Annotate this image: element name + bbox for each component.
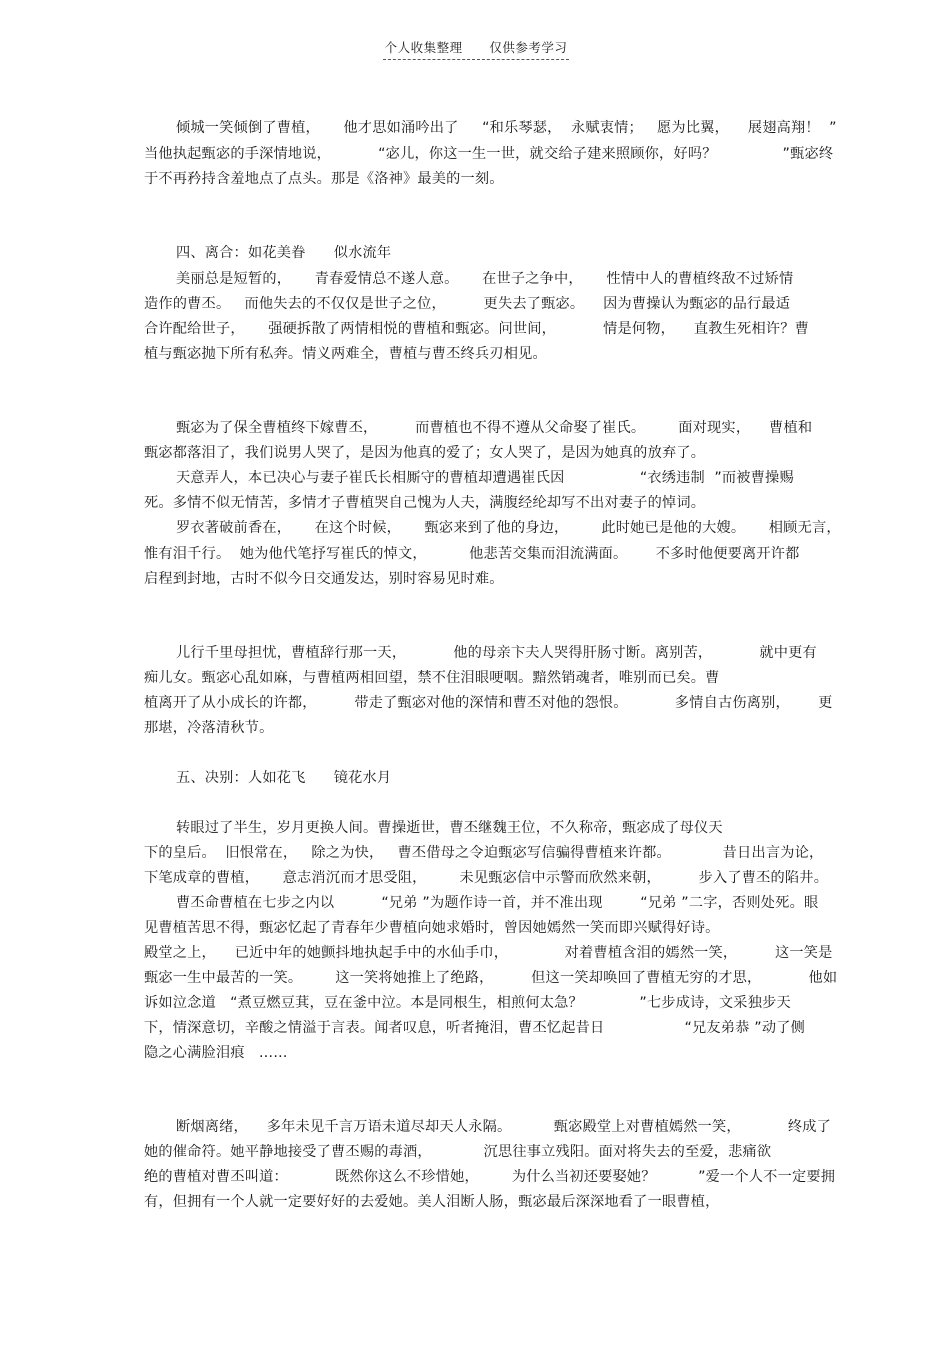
section-heading: 五、决别：人如花飞 镜花水月 bbox=[176, 770, 392, 786]
text-line: 儿行千里母担忧，曹植辞行那一天， 他的母亲卞夫人哭得肝肠寸断。离别苦， 就中更有 bbox=[176, 645, 817, 661]
text-line: 断烟离绪， 多年未见千言万语未道尽却天人永隔。 甄宓殿堂上对曹植嫣然一笑， 终成了 bbox=[176, 1119, 832, 1135]
text-line: 甄宓为了保全曹植终下嫁曹丕， 而曹植也不得不遵从父命娶了崔氏。 面对现实， 曹植和 bbox=[176, 420, 813, 436]
text-line: 当他执起甄宓的手深情地说， “宓儿，你这一生一世，就交给子建来照顾你，好吗？ ”甄宓终 bbox=[144, 146, 834, 162]
text-line: 倾城一笑倾倒了曹植， 他才思如涌吟出了 “和乐琴瑟， 永赋衷情； 愿为比翼， 展翅高翔！ ” bbox=[176, 120, 837, 136]
text-line: 绝的曹植对曹丕叫道： 既然你这么不珍惜她， 为什么当初还要娶她？ ”爱一个人不一定要拥 bbox=[144, 1169, 836, 1185]
text-line: 甄宓都落泪了，我们说男人哭了，是因为他真的爱了；女人哭了，是因为她真的放弃了。 bbox=[144, 445, 706, 461]
text-line: 甄宓一生中最苦的一笑。 这一笑将她推上了绝路， 但这一笑却唤回了曹植无穷的才思， 他如 bbox=[144, 970, 838, 986]
text-line: 美丽总是短暂的， 青春爱情总不遂人意。 在世子之争中， 性情中人的曹植终敌不过矫情 bbox=[176, 271, 794, 287]
text-line: 见曹植苦思不得，甄宓忆起了青春年少曹植向她求婚时，曾因她嫣然一笑而即兴赋得好诗。 bbox=[144, 920, 720, 936]
text-line: 她的催命符。她平静地接受了曹丕赐的毒酒， 沉思往事立残阳。面对将失去的至爱，悲痛欲 bbox=[144, 1144, 772, 1160]
text-line: 隐之心满脸泪痕 …… bbox=[144, 1045, 288, 1061]
section-heading: 四、离合：如花美眷 似水流年 bbox=[176, 245, 392, 261]
text-line: 殿堂之上， 已近中年的她颤抖地执起手中的水仙手巾， 对着曹植含泪的嫣然一笑， 这一笑是 bbox=[144, 945, 833, 961]
text-line: 合许配给世子， 强硬拆散了两情相悦的曹植和甄宓。问世间， 情是何物， 直教生死相许？曹 bbox=[144, 321, 809, 337]
text-line: 转眼过了半生，岁月更换人间。曹操逝世，曹丕继魏王位，不久称帝，甄宓成了母仪天 bbox=[176, 820, 723, 836]
text-line: 惟有泪千行。 她为他代笔抒写崔氏的悼文， 他悲苦交集而泪流满面。 不多时他便要离开许都 bbox=[144, 546, 800, 562]
text-line: 下，情深意切，辛酸之情溢于言表。闻者叹息，听者掩泪，曹丕忆起昔日 “兄友弟恭 ”动了侧 bbox=[144, 1020, 805, 1036]
text-line: 植与甄宓抛下所有私奔。情义两难全，曹植与曹丕终兵刃相见。 bbox=[144, 346, 547, 362]
text-line: 有，但拥有一个人就一定要好好的去爱她。美人泪断人肠，甄宓最后深深地看了一眼曹植， bbox=[144, 1194, 720, 1210]
text-line: 下的皇后。 旧恨常在， 除之为快， 曹丕借母之令迫甄宓写信骗得曹植来许都。 昔日出言为论， bbox=[144, 845, 824, 861]
text-line: 痴儿女。甄宓心乱如麻，与曹植两相回望，禁不住泪眼哽咽。黯然销魂者，唯别而已矣。曹 bbox=[144, 670, 720, 686]
text-line: 曹丕命曹植在七步之内以 “兄弟 ”为题作诗一首，并不准出现 “兄弟 ”二字，否则处死。眼 bbox=[176, 895, 819, 911]
page-header: 个人收集整理 仅供参考学习 bbox=[383, 38, 569, 60]
text-line: 下笔成章的曹植， 意志消沉而才思受阻， 未见甄宓信中示警而欣然来朝， 步入了曹丕的陷井。 bbox=[144, 870, 829, 886]
text-line: 于不再矜持含羞地点了点头。那是《洛神》最美的一刻。 bbox=[144, 171, 504, 187]
text-line: 那堪，冷落清秋节。 bbox=[144, 720, 274, 736]
text-line: 启程到封地，古时不似今日交通发达，别时容易见时难。 bbox=[144, 571, 504, 587]
text-line: 天意弄人，本已决心与妻子崔氏长相厮守的曹植却遭遇崔氏因 “衣绣违制 ”而被曹操赐 bbox=[176, 470, 794, 486]
text-line: 诉如泣念道 “煮豆燃豆萁，豆在釜中泣。本是同根生，相煎何太急？ ”七步成诗，文采独步天 bbox=[144, 995, 791, 1011]
text-line: 造作的曹丕。 而他失去的不仅仅是世子之位， 更失去了甄宓。 因为曹操认为甄宓的品行最适 bbox=[144, 296, 791, 312]
text-line: 死。多情不似无情苦，多情才子曹植哭自己愧为人夫，满腹经纶却写不出对妻子的悼词。 bbox=[144, 495, 706, 511]
text-line: 罗衣著破前香在， 在这个时候， 甄宓来到了他的身边， 此时她已是他的大嫂。 相顾无言， bbox=[176, 520, 841, 536]
text-line: 植离开了从小成长的许都， 带走了甄宓对他的深情和曹丕对他的怨恨。 多情自古伤离别， 更 bbox=[144, 695, 833, 711]
